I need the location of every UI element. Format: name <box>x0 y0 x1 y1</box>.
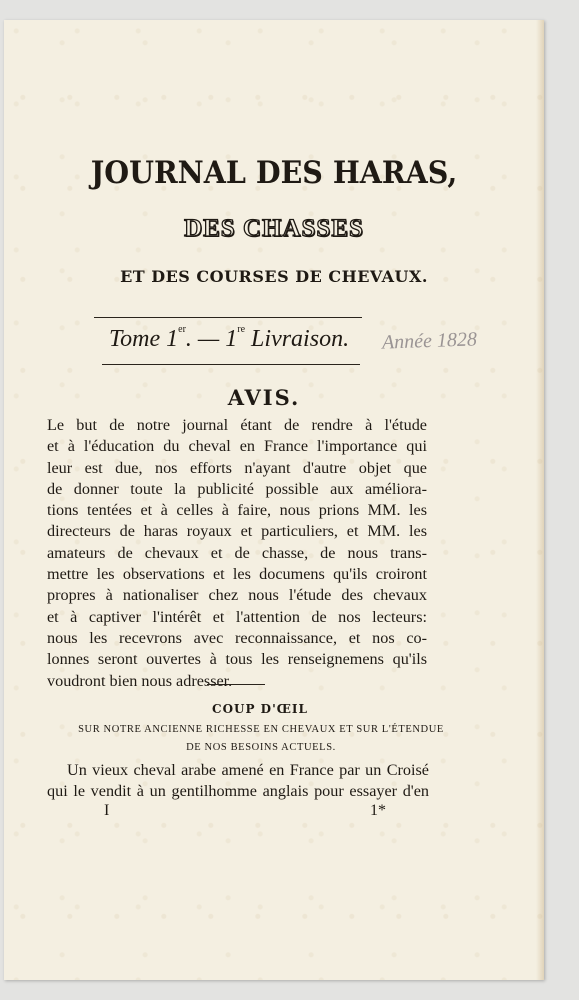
article-line: qui le vendit à un gentilhomme anglais pour essayer d'en <box>47 782 429 800</box>
livraison-label: Livraison. <box>251 326 350 352</box>
masthead-subtitle: DES CHASSES <box>184 215 364 242</box>
notice-line: nous les recevrons avec reconnaissance, et nos co- <box>47 628 427 647</box>
article-subheading: SUR NOTRE ANCIENNE RICHESSE EN CHEVAUX ET SUR L'ÉTENDUE <box>78 724 444 735</box>
notice-line: tions tentées et à celles à faire, nous prions MM. les <box>47 501 427 520</box>
notice-line: mettre les observations et les documens qu'ils croiront <box>47 565 427 584</box>
tome-label: Tome 1 <box>109 326 179 352</box>
notice-heading: AVIS. <box>227 385 301 410</box>
page-edge-shadow <box>536 20 544 980</box>
notice-line: propres à nationaliser chez nous l'étude des chevaux <box>47 586 427 605</box>
top-rule <box>94 317 362 318</box>
notice-line: voudront bien nous adresser. <box>47 671 233 690</box>
article-subheading-cont: DE NOS BESOINS ACTUELS. <box>186 742 336 753</box>
notice-paragraph <box>47 415 427 692</box>
livraison-superscript: re <box>237 324 246 335</box>
signature-mark-right: 1* <box>370 802 386 819</box>
section-divider <box>207 684 265 685</box>
issue-separator: . — 1 <box>185 326 238 352</box>
notice-line: et à l'éducation du cheval en France l'importance qui <box>47 437 427 456</box>
notice-line: de donner toute la publicité possible aux améliora- <box>47 479 427 498</box>
handwritten-annotation: Année 1828 <box>381 328 478 354</box>
masthead-tagline: ET DES COURSES DE CHEVAUX. <box>120 267 428 286</box>
notice-line: directeurs de haras royaux et particuliers, et MM. les <box>47 522 427 541</box>
notice-line: amateurs de chevaux et de chasse, de nous trans- <box>47 543 427 562</box>
issue-line <box>109 324 349 353</box>
journal-page <box>4 20 544 980</box>
tome-superscript: er <box>178 324 186 335</box>
notice-line: Le but de notre journal étant de rendre à l'étude <box>47 416 427 434</box>
article-heading: COUP D'ŒIL <box>212 702 308 716</box>
notice-line: et à captiver l'intérêt et l'attention de nos lecteurs: <box>47 607 427 626</box>
masthead-title: JOURNAL DES HARAS, <box>90 155 458 191</box>
bottom-rule <box>102 364 360 365</box>
signature-mark-left: I <box>104 802 110 819</box>
article-body <box>47 760 429 802</box>
notice-line: leur est due, nos efforts n'ayant d'autre objet que <box>47 458 427 477</box>
article-line: Un vieux cheval arabe amené en France par un Croisé <box>67 761 429 779</box>
notice-line: lonnes seront ouvertes à tous les renseignemens qu'ils <box>47 650 427 669</box>
